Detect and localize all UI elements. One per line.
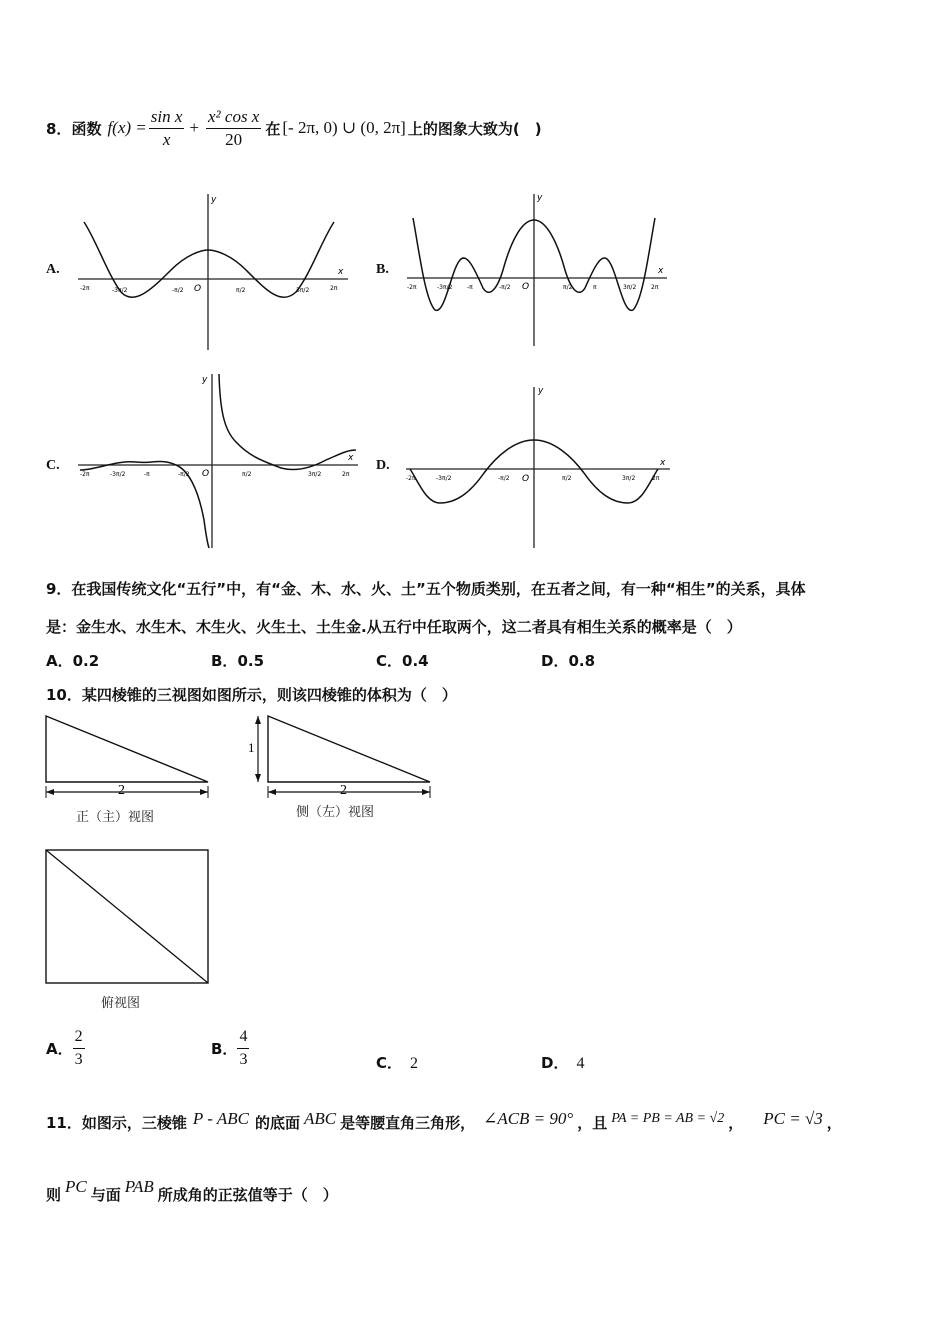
origin-label: O [522,282,530,292]
arrow-right [422,789,430,795]
tick-label: 2π [342,471,350,478]
choice-label: A． [46,1040,73,1058]
choice-fraction [73,1026,85,1071]
choice-fraction [237,1026,249,1071]
q11-math-2: ABC [303,1108,337,1128]
q10-stem: 10．某四棱锥的三视图如图所示，则该四棱锥的体积为（ ） [46,686,457,704]
fraction-num: 2 [73,1026,85,1049]
q8-graph-c [76,370,361,550]
axis-x-label: x [338,267,344,277]
axis-y-label: y [538,386,544,396]
q11-line-2 [46,1176,338,1205]
choice-label: B． [211,652,238,670]
choice-label: A． [46,652,73,670]
q8-graph-a [76,190,351,355]
tick-label: -2π [80,471,90,478]
q11-number: 11． [46,1114,82,1132]
q11-line2-a: 则 [46,1186,62,1204]
curve [84,222,334,297]
choice-value: 2 [410,1055,419,1072]
q11-line-1 [46,1108,842,1133]
tick-label: -3π/2 [110,471,126,478]
q8-graph-b [405,190,670,350]
q9-choice-a[interactable] [46,650,99,671]
q8-in: 在 [265,119,281,138]
front-width-label: 2 [118,783,125,798]
fraction-num: 4 [237,1026,249,1049]
q8-frac1-num: sin x [149,106,185,129]
axis-y-label: y [202,375,208,385]
q8-frac2-den: 20 [225,129,243,149]
choice-label: C． [376,1054,403,1072]
q11-math-4: PA = PB = AB = √2 [611,1110,725,1126]
tick-label: 2π [651,284,659,291]
q8-fx: f(x) = [107,118,147,137]
fraction-den: 3 [74,1051,83,1068]
arrow-down [255,774,261,782]
tick-label: 3π/2 [308,471,322,478]
q8-option-b-label[interactable]: B. [376,262,389,277]
q10-front-caption: 正（主）视图 [76,810,155,825]
side-width-label: 2 [340,783,347,798]
q10-front-view [44,714,214,809]
q9-choice-b[interactable] [211,650,264,671]
choice-label: D． [541,652,569,670]
axis-x-label: x [660,458,666,468]
tick-label: -2π [407,284,417,291]
tick-label: 3π/2 [622,475,636,482]
q10-top-caption: 俯视图 [101,996,141,1011]
q10-side-caption: 侧（左）视图 [296,805,375,820]
q11-math-6: PC [65,1176,87,1196]
q8-number: 8． [46,119,72,138]
q8-lead: 函数 [71,119,102,138]
axis-y-label: y [537,193,543,203]
choice-value: 0.5 [237,652,265,670]
tick-label: -3π/2 [112,287,128,294]
origin-label: O [194,284,202,294]
tick-label: 2π [330,285,338,292]
origin-label: O [202,469,210,479]
tick-label: π/2 [563,284,573,291]
q8-frac2-num: x² cos x [206,106,261,129]
q9-choice-d[interactable] [541,650,595,671]
q9-choice-c[interactable] [376,650,429,671]
q11-text-1: 如图示，三棱锥 [81,1114,187,1132]
top-diagonal [46,850,208,983]
axis-x-label: x [658,266,664,276]
tick-label: π/2 [242,471,252,478]
q8-tail: 上的图象大致为( ) [407,119,542,138]
choice-label: D． [541,1054,569,1072]
q8-frac1-den: x [162,129,171,149]
q10-choice-d[interactable] [541,1052,584,1073]
side-height-label: 1 [248,740,255,755]
q9-line-2: 是：金生水、水生木、木生火、火生土、土生金.从五行中任取两个，这二者具有相生关系的概率是（ ） [46,618,742,636]
q11-text-3: 是等腰直角三角形， [340,1114,476,1132]
tick-label: -2π [406,475,416,482]
q8-option-c-label[interactable]: C. [46,458,60,473]
choice-value: 4 [576,1055,585,1072]
tick-label: -π/2 [178,471,190,478]
side-triangle [268,716,430,782]
tick-label: π/2 [562,475,572,482]
q8-option-d-label[interactable]: D. [376,458,390,473]
q11-line2-c: 所成角的正弦值等于（ ） [157,1186,338,1204]
choice-value: 0.2 [72,652,100,670]
q8-domain: [- 2π, 0) ∪ (0, 2π] [282,118,406,137]
tick-label: -π [144,471,150,478]
curve-right [219,374,356,470]
q8-fraction-1 [149,106,185,151]
tick-label: -π [467,284,473,291]
axis-x-label: x [348,453,354,463]
tick-label: π/2 [236,287,246,294]
q10-choice-b[interactable] [211,1026,249,1071]
q9-line-1: 9．在我国传统文化“五行”中，有“金、木、水、火、土”五个物质类别，在五者之间，有一种“相生”的关系，具体 [46,580,806,598]
tick-label: -π/2 [498,475,510,482]
q8-fraction-2 [206,106,261,151]
choice-value: 0.4 [402,652,429,670]
q8-plus: + [189,118,199,137]
choice-value: 0.8 [568,652,596,670]
arrow-up [255,716,261,724]
q11-math-3: ∠ACB = 90° [483,1108,574,1128]
q8-graph-d [404,383,674,551]
q11-text-2: 的底面 [254,1114,300,1132]
tick-label: π [593,284,597,291]
q11-math-1: P - ABC [192,1108,249,1128]
tick-label: 3π/2 [296,287,310,294]
q10-choice-c[interactable] [376,1052,418,1073]
q11-line2-b: 与面 [90,1186,121,1204]
q11-math-7: PAB [124,1176,154,1196]
tick-label: -π/2 [499,284,511,291]
q11-math-5: PC = √3 [763,1108,823,1128]
q11-text-5: ， [728,1114,744,1132]
tick-label: -π/2 [172,287,184,294]
tick-label: -3π/2 [437,284,453,291]
q10-side-view [246,714,436,809]
q11-text-6: ， [826,1114,842,1132]
arrow-right [200,789,208,795]
q8-stem [46,100,542,156]
tick-label: -2π [80,285,90,292]
front-triangle [46,716,208,782]
axis-y-label: y [211,195,217,205]
origin-label: O [522,474,530,484]
choice-label: B． [211,1040,238,1058]
arrow-left [46,789,54,795]
tick-label: -3π/2 [436,475,452,482]
q11-text-4: ，且 [577,1114,608,1132]
fraction-den: 3 [239,1051,248,1068]
choice-label: C． [376,652,403,670]
q10-choice-a[interactable] [46,1026,85,1071]
q10-top-view [44,848,212,986]
q8-option-a-label[interactable]: A. [46,262,60,277]
arrow-left [268,789,276,795]
tick-label: 2π [652,475,660,482]
tick-label: 3π/2 [623,284,637,291]
